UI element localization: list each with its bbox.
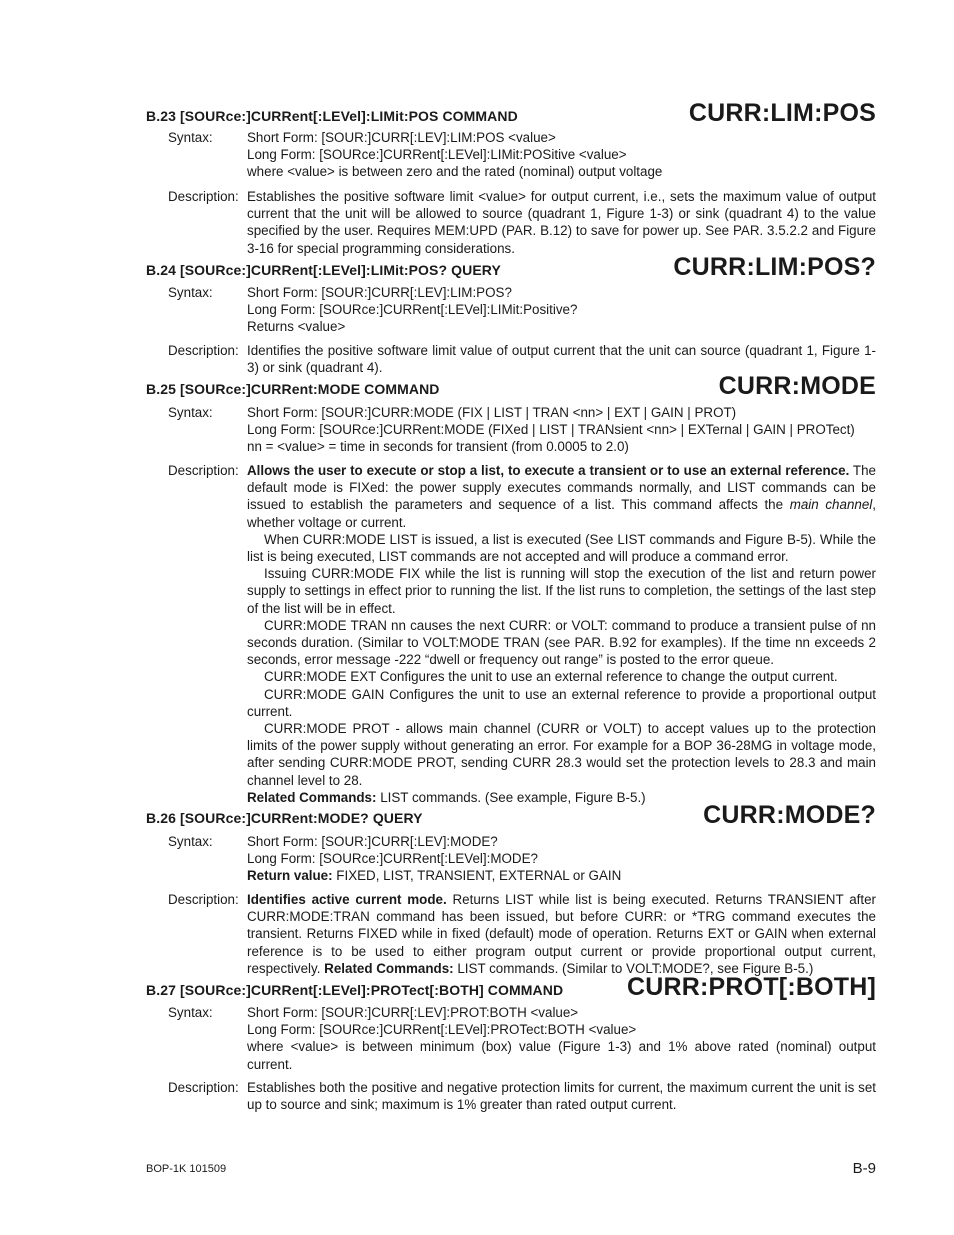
description-label: Description: <box>168 189 239 204</box>
command-mnemonic: CURR:MODE <box>718 372 876 400</box>
section-title: B.25 [SOURce:]CURRent:MODE COMMAND <box>146 381 440 397</box>
description-lead: Identifies active current mode. <box>247 892 447 907</box>
section-heading-b26 <box>146 800 876 830</box>
related-label: Related Commands: <box>247 789 377 805</box>
command-mnemonic: CURR:PROT[:BOTH] <box>627 973 876 1001</box>
syntax-label: Syntax: <box>168 405 213 420</box>
syntax-label: Syntax: <box>168 834 213 849</box>
section-title: B.24 [SOURce:]CURRent[:LEVel]:LIMit:POS? QUERY <box>146 262 501 278</box>
command-mnemonic: CURR:MODE? <box>703 801 876 829</box>
syntax-short-form: Short Form: [SOUR:]CURR[:LEV]:LIM:POS? <box>247 285 512 300</box>
description-paragraph: CURR:MODE EXT Configures the unit to use an external reference to change the output current. <box>264 669 838 685</box>
emphasis: main channel <box>789 497 873 513</box>
related-label: Related Commands: <box>324 960 454 976</box>
syntax-short-form: Short Form: [SOUR:]CURR[:LEV]:PROT:BOTH <value> <box>247 1005 579 1020</box>
syntax-returns: Returns <value> <box>247 319 346 335</box>
section-heading-b27 <box>146 972 876 1002</box>
section-title: B.27 [SOURce:]CURRent[:LEVel]:PROTect[:BOTH] COMMAND <box>146 982 564 998</box>
description-lead: Allows the user to execute or stop a list, to execute a transient or to use an external reference. <box>247 463 850 478</box>
section-title: B.23 [SOURce:]CURRent[:LEVel]:LIMit:POS COMMAND <box>146 108 518 124</box>
description-paragraph: CURR:MODE GAIN Configures the unit to use an external reference to provide a proportional output current. <box>247 686 876 719</box>
syntax-long-form: Long Form: [SOURce:]CURRent:MODE (FIXed | LIST | TRANsient <nn> | EXTernal | GAIN | PROTect) <box>247 422 855 438</box>
syntax-note: where <value> is between zero and the rated (nominal) output voltage <box>247 164 663 180</box>
section-heading-b24 <box>146 252 876 282</box>
section-title: B.26 [SOURce:]CURRent:MODE? QUERY <box>146 810 423 826</box>
syntax-long-form: Long Form: [SOURce:]CURRent[:LEVel]:PROTect:BOTH <value> <box>247 1022 637 1038</box>
section-heading-b23 <box>146 98 876 128</box>
syntax-long-form: Long Form: [SOURce:]CURRent[:LEVel]:MODE? <box>247 851 538 867</box>
related-commands: Related Commands: LIST commands. (See example, Figure B-5.) <box>247 789 646 805</box>
syntax-long-form: Long Form: [SOURce:]CURRent[:LEVel]:LIMit:Positive? <box>247 302 578 318</box>
syntax-short-form: Short Form: [SOUR:]CURR[:LEV]:LIM:POS <value> <box>247 130 556 145</box>
syntax-short-form: Short Form: [SOUR:]CURR[:LEV]:MODE? <box>247 834 498 849</box>
syntax-label: Syntax: <box>168 285 213 300</box>
footer-document-id: BOP-1K 101509 <box>146 1163 227 1175</box>
description-label: Description: <box>168 1080 239 1095</box>
description-paragraph: When CURR:MODE LIST is issued, a list is executed (See LIST commands and Figure B-5). While the list is being executed, LIST commands are not accepted and will produce a command error. <box>247 531 876 565</box>
description-text: Establishes both the positive and negative protection limits for current, the maximum current the unit is set up to source and sink; maximum is 1% greater than rated output current. <box>247 1080 876 1113</box>
description-paragraph: Allows the user to execute or stop a list, to execute a transient or to use an external reference. The default mode is FIXed: the power supply executes commands normally, and LIST commands can be issued to establish the parameters and sequence of a list. This command affects the main channel, whether voltage or current. <box>247 463 876 530</box>
description-paragraph: Issuing CURR:MODE FIX while the list is running will stop the execution of the list and return power supply to settings in effect prior to running the list. If the list runs to completion, the settings of the last step of the list will be in effect. <box>247 566 876 616</box>
description-text: Establishes the positive software limit <value> for output current, i.e., sets the maximum value of output current that the unit will be allowed to source (quadrant 1, Figure 1-3) or sink (quadrant 4) to the value specified by the user. Requires MEM:UPD (PAR. B.12) to save for power up. See PAR. 3.5.2.2 and Figure 3-16 for special programming considerations. <box>247 189 876 256</box>
description-label: Description: <box>168 463 239 478</box>
return-value: Return value: FIXED, LIST, TRANSIENT, EXTERNAL or GAIN <box>247 868 622 884</box>
description-label: Description: <box>168 343 239 358</box>
section-heading-b25 <box>146 371 876 401</box>
syntax-note: where <value> is between minimum (box) value (Figure 1-3) and 1% above rated (nominal) output current. <box>247 1039 876 1072</box>
description-paragraph: CURR:MODE TRAN nn causes the next CURR: or VOLT: command to produce a transient pulse of nn seconds duration. (Similar to VOLT:MODE TRAN (see PAR. B.92 for examples). If the time nn exceeds 2 seconds, error message -222 “dwell or frequency out range” is posted to the error queue. <box>247 617 876 668</box>
command-mnemonic: CURR:LIM:POS <box>688 99 876 127</box>
syntax-label: Syntax: <box>168 1005 213 1020</box>
syntax-label: Syntax: <box>168 130 213 145</box>
description-text: Identifies the positive software limit value of output current that the unit can source (quadrant 1, Figure 1-3) or sink (quadrant 4). <box>247 343 876 376</box>
description-paragraph: CURR:MODE PROT - allows main channel (CURR or VOLT) to accept values up to the protection limits of the power supply without generating an error. For example for a BOP 36-28MG in voltage mode, after sending CURR:MODE PROT, sending CURR 28.3 would set the protection levels to 28.3 and main channel level to 28. <box>247 721 876 788</box>
return-label: Return value: <box>247 868 333 884</box>
syntax-short-form: Short Form: [SOUR:]CURR:MODE (FIX | LIST | TRAN <nn> | EXT | GAIN | PROT) <box>247 405 737 420</box>
syntax-note: nn = <value> = time in seconds for transient (from 0.0005 to 2.0) <box>247 439 629 455</box>
description-label: Description: <box>168 892 239 907</box>
command-mnemonic: CURR:LIM:POS? <box>673 253 876 281</box>
syntax-long-form: Long Form: [SOURce:]CURRent[:LEVel]:LIMit:POSitive <value> <box>247 147 627 163</box>
footer-page-number: B-9 <box>852 1160 876 1177</box>
description-paragraph: Identifies active current mode. Returns LIST while list is being executed. Returns TRANSIENT after CURR:MODE:TRAN command has been issued, but before CURR: or *TRG command executes the transient. Returns FIXED while in fixed (default) mode of operation. Returns EXT or GAIN when external reference is to be used to either program output current or provide proportional output current, respectively. Related Commands: LIST commands. (Similar to VOLT:MODE?, see Figure B-5.) <box>247 892 877 976</box>
